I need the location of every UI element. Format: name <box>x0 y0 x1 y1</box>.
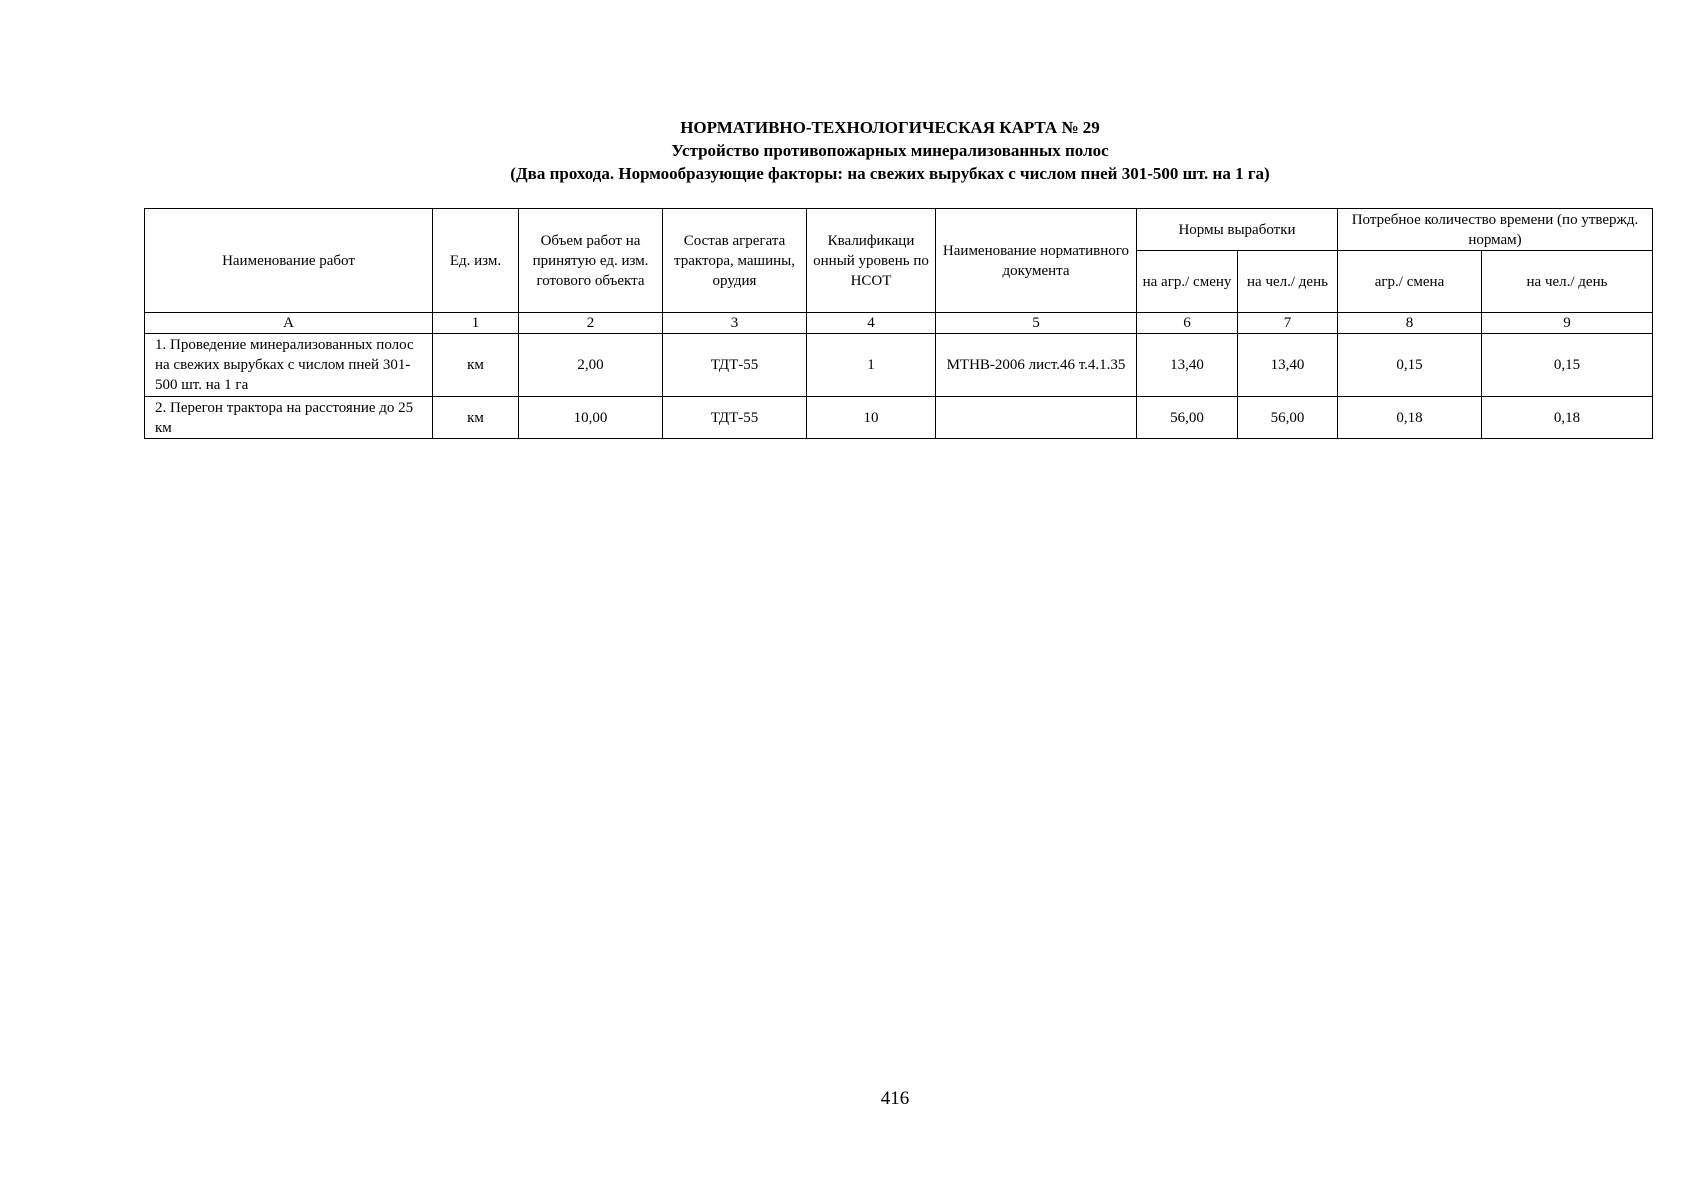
header-time-person-day: на чел./ день <box>1482 251 1653 313</box>
cell-norm-day: 13,40 <box>1238 334 1338 397</box>
cell-time-shift: 0,18 <box>1338 397 1482 439</box>
column-index-row <box>145 313 1653 334</box>
header-unit: Ед. изм. <box>433 209 519 313</box>
cell-qualification: 10 <box>807 397 936 439</box>
cell-composition: ТДТ-55 <box>663 397 807 439</box>
column-index: 5 <box>936 313 1137 334</box>
column-index: 2 <box>519 313 663 334</box>
cell-norm-day: 56,00 <box>1238 397 1338 439</box>
cell-unit: км <box>433 397 519 439</box>
header-document: Наименование нормативного документа <box>936 209 1137 313</box>
page-number: 416 <box>880 1088 910 1109</box>
column-index: 3 <box>663 313 807 334</box>
header-time-group: Потребное количество времени (по утвержд. нормам) <box>1338 209 1653 251</box>
cell-volume: 10,00 <box>519 397 663 439</box>
header-norms-group: Нормы выработки <box>1137 209 1338 251</box>
table-row <box>145 334 1653 397</box>
header-time-unit-shift: агр./ смена <box>1338 251 1482 313</box>
cell-volume: 2,00 <box>519 334 663 397</box>
document-title <box>0 116 1697 185</box>
cell-norm-shift: 56,00 <box>1137 397 1238 439</box>
cell-document: МТНВ-2006 лист.46 т.4.1.35 <box>936 334 1137 397</box>
column-index: 6 <box>1137 313 1238 334</box>
norms-table <box>144 208 1653 439</box>
column-index: 1 <box>433 313 519 334</box>
cell-time-day: 0,18 <box>1482 397 1653 439</box>
title-line-3: (Два прохода. Нормообразующие факторы: на свежих вырубках с числом пней 301-500 шт. на 1 га) <box>510 164 1270 183</box>
column-index: А <box>145 313 433 334</box>
column-index: 9 <box>1482 313 1653 334</box>
title-line-1: НОРМАТИВНО-ТЕХНОЛОГИЧЕСКАЯ КАРТА № 29 <box>680 118 1100 137</box>
header-row <box>145 209 1653 251</box>
cell-qualification: 1 <box>807 334 936 397</box>
column-index: 8 <box>1338 313 1482 334</box>
table-row <box>145 397 1653 439</box>
header-work-name: Наименование работ <box>145 209 433 313</box>
cell-unit: км <box>433 334 519 397</box>
header-volume: Объем работ на принятую ед. изм. готового объекта <box>519 209 663 313</box>
header-norms-per-unit-shift: на агр./ смену <box>1137 251 1238 313</box>
cell-document <box>936 397 1137 439</box>
title-line-2: Устройство противопожарных минерализованных полос <box>671 141 1109 160</box>
cell-composition: ТДТ-55 <box>663 334 807 397</box>
column-index: 4 <box>807 313 936 334</box>
cell-work-name: 2. Перегон трактора на расстояние до 25 км <box>145 397 433 439</box>
column-index: 7 <box>1238 313 1338 334</box>
header-norms-per-person-day: на чел./ день <box>1238 251 1338 313</box>
cell-norm-shift: 13,40 <box>1137 334 1238 397</box>
cell-time-day: 0,15 <box>1482 334 1653 397</box>
cell-work-name: 1. Проведение минерализованных полос на свежих вырубках с числом пней 301-500 шт. на 1 га <box>145 334 433 397</box>
header-composition: Состав агрегата трактора, машины, орудия <box>663 209 807 313</box>
cell-time-shift: 0,15 <box>1338 334 1482 397</box>
header-qualification: Квалификаци онный уровень по НСОТ <box>807 209 936 313</box>
